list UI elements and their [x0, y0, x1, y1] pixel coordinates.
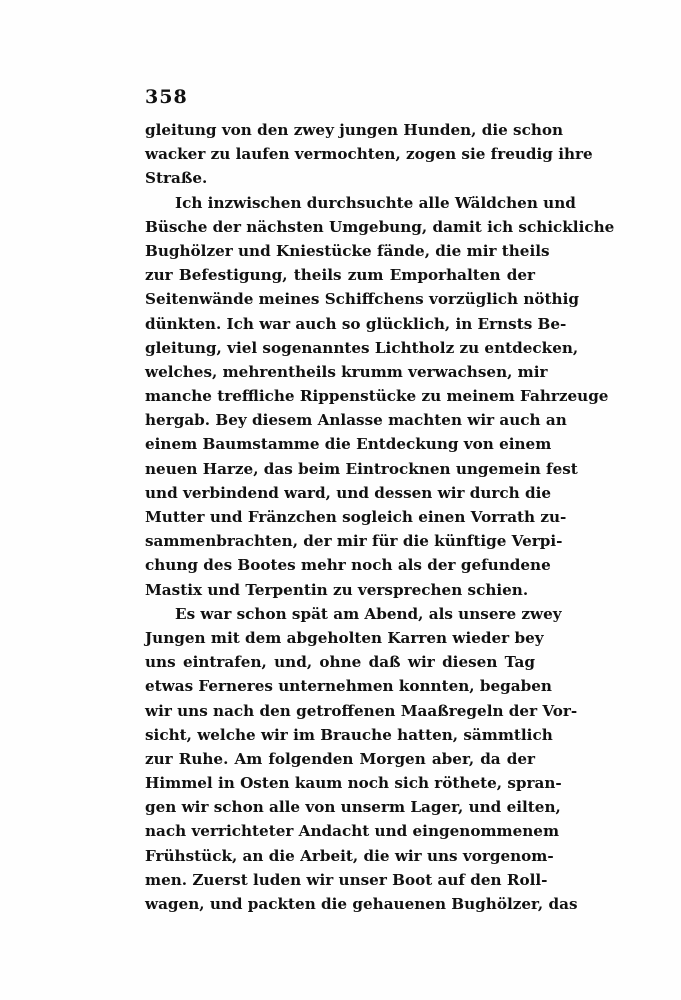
text-line: dünkten. Ich war auch so glücklich, in Ernsts Be- — [145, 314, 567, 333]
text-line: Straße. — [145, 169, 208, 188]
text-line: men. Zuerst luden wir unser Boot auf den Roll- — [145, 870, 548, 889]
text-line: neuen Harze, das beim Eintrocknen ungemein fest — [145, 459, 578, 478]
text-line: wacker zu laufen vermochten, zogen sie freudig ihre — [145, 145, 593, 164]
text-line: Mastix und Terpentin zu versprechen schien. — [145, 580, 529, 599]
text-line: Frühstück, an die Arbeit, die wir uns vorgenom- — [145, 846, 554, 865]
text-line: wagen, und packten die gehauenen Bughölzer, das — [145, 895, 578, 913]
text-line: etwas Ferneres unternehmen konnten, begaben — [145, 677, 552, 696]
text-line: manche treffliche Rippenstücke zu meinem Fahrzeuge — [145, 387, 609, 406]
body-text — [145, 118, 615, 916]
text-line: gleitung von den zwey jungen Hunden, die schon — [145, 121, 564, 139]
text-line: Büsche der nächsten Umgebung, damit ich schickliche — [145, 217, 615, 236]
text-line: Mutter und Fränzchen sogleich einen Vorrath zu- — [145, 508, 567, 526]
text-line: chung des Bootes mehr noch als der gefundene — [145, 556, 551, 575]
text-line: gleitung, viel sogenanntes Lichtholz zu entdecken, — [145, 338, 579, 357]
text-line: gen wir schon alle von unserm Lager, und eilten, — [145, 798, 561, 817]
text-line: uns eintrafen, und, ohne daß wir diesen Tag — [145, 653, 535, 672]
text-line: Seitenwände meines Schiffchens vorzüglich nöthig — [145, 290, 579, 309]
text-line: Jungen mit dem abgeholten Karren wieder bey — [145, 628, 544, 647]
text-line: welches, mehrentheils krumm verwachsen, mir — [145, 362, 548, 381]
text-line: einem Baumstamme die Entdeckung von einem — [145, 435, 552, 454]
text-line: und verbindend ward, und dessen wir durch die — [145, 483, 552, 502]
page-number: 358 — [145, 86, 188, 108]
text-line: sicht, welche wir im Brauche hatten, sämmtlich — [145, 725, 553, 744]
text-line: Ich inzwischen durchsuchte alle Wäldchen und — [175, 193, 576, 212]
text-line: sammenbrachten, der mir für die künftige Verpi- — [145, 532, 563, 551]
text-line: hergab. Bey diesem Anlasse machten wir auch an — [145, 411, 567, 430]
text-line: nach verrichteter Andacht und eingenommenem — [145, 822, 560, 841]
text-line: Es war schon spät am Abend, als unsere zwey — [175, 604, 562, 623]
text-line: Bughölzer und Kniestücke fände, die mir theils — [145, 241, 550, 260]
text-line: wir uns nach den getroffenen Maaßregeln der Vor- — [145, 701, 578, 720]
text-line: Himmel in Osten kaum noch sich röthete, spran- — [145, 774, 562, 793]
text-line: zur Ruhe. Am folgenden Morgen aber, da der — [145, 749, 535, 768]
text-line: zur Befestigung, theils zum Emporhalten der — [145, 266, 535, 285]
